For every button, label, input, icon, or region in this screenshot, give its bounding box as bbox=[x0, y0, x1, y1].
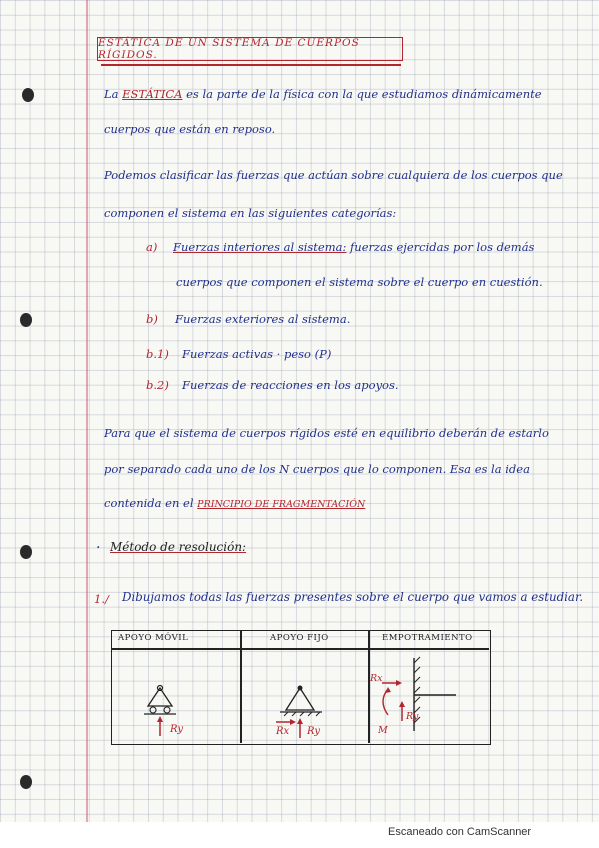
label-movil-ry: Ry bbox=[170, 724, 184, 735]
list-item-a-text: fuerzas ejercidas por los demás bbox=[350, 240, 535, 254]
method-heading-text: Método de resolución: bbox=[110, 540, 247, 554]
header-empotramiento: EMPOTRAMIENTO bbox=[382, 633, 473, 643]
label-fijo-rx: Rx bbox=[276, 726, 290, 737]
page-title: ESTÁTICA DE UN SISTEMA DE CUERPOS RÍGIDOS. bbox=[97, 37, 403, 61]
para3-line1: Para que el sistema de cuerpos rígidos esté en equilibrio deberán de estarlo bbox=[104, 426, 549, 440]
step-marker: 1./ bbox=[94, 592, 109, 606]
para2-line2: componen el sistema en las siguientes categorías: bbox=[104, 206, 397, 220]
para3-line3 bbox=[104, 496, 365, 510]
list-marker-b: b) bbox=[146, 312, 158, 326]
binder-hole bbox=[22, 88, 34, 102]
para1-word: La bbox=[104, 87, 119, 101]
label-fijo-ry: Ry bbox=[307, 726, 321, 737]
list-item-b2: Fuerzas de reacciones en los apoyos. bbox=[182, 378, 399, 392]
label-emp-ry: Ry bbox=[406, 711, 419, 722]
list-item-a bbox=[173, 240, 534, 254]
empotramiento-diagram bbox=[374, 653, 484, 743]
para3-line2: por separado cada uno de los N cuerpos que lo componen. Esa es la idea bbox=[104, 462, 530, 476]
para3-text: contenida en el bbox=[104, 496, 194, 510]
method-heading bbox=[110, 540, 246, 554]
label-emp-m: M bbox=[378, 725, 388, 736]
binder-hole bbox=[20, 775, 32, 789]
scanner-watermark: Escaneado con CamScanner bbox=[388, 826, 532, 838]
list-item-b: Fuerzas exteriores al sistema. bbox=[175, 312, 351, 326]
label-emp-rx: Rx bbox=[370, 673, 383, 684]
method-bullet: · bbox=[96, 540, 101, 556]
keyword-estatica: ESTÁTICA bbox=[122, 87, 183, 101]
binder-hole bbox=[20, 313, 32, 327]
step-text: Dibujamos todas las fuerzas presentes sobre el cuerpo que vamos a estudiar. bbox=[122, 590, 584, 604]
list-item-a-label: Fuerzas interiores al sistema: bbox=[173, 240, 347, 254]
list-item-a-line2: cuerpos que componen el sistema sobre el cuerpo en cuestión. bbox=[176, 275, 543, 289]
list-marker-b1: b.1) bbox=[146, 347, 169, 361]
table-header-divider bbox=[112, 648, 489, 650]
supports-table bbox=[111, 630, 491, 745]
table-column-divider bbox=[240, 631, 242, 743]
list-marker-a: a) bbox=[146, 240, 158, 254]
binder-hole bbox=[20, 545, 32, 559]
para2-line1: Podemos clasificar las fuerzas que actúan sobre cualquiera de los cuerpos que bbox=[104, 168, 563, 182]
para1-line1 bbox=[104, 87, 542, 101]
list-marker-b2: b.2) bbox=[146, 378, 169, 392]
list-item-b1: Fuerzas activas · peso (P) bbox=[182, 347, 332, 361]
para1-text: es la parte de la física con la que estudiamos dinámicamente bbox=[186, 87, 542, 101]
keyword-principio: PRINCIPIO DE FRAGMENTACIÓN bbox=[197, 499, 366, 510]
header-apoyo-movil: APOYO MÓVIL bbox=[118, 633, 189, 643]
margin-line bbox=[86, 0, 88, 822]
table-column-divider bbox=[368, 631, 370, 743]
header-apoyo-fijo: APOYO FIJO bbox=[270, 633, 329, 643]
para1-line2: cuerpos que están en reposo. bbox=[104, 122, 276, 136]
title-underline bbox=[101, 64, 401, 66]
